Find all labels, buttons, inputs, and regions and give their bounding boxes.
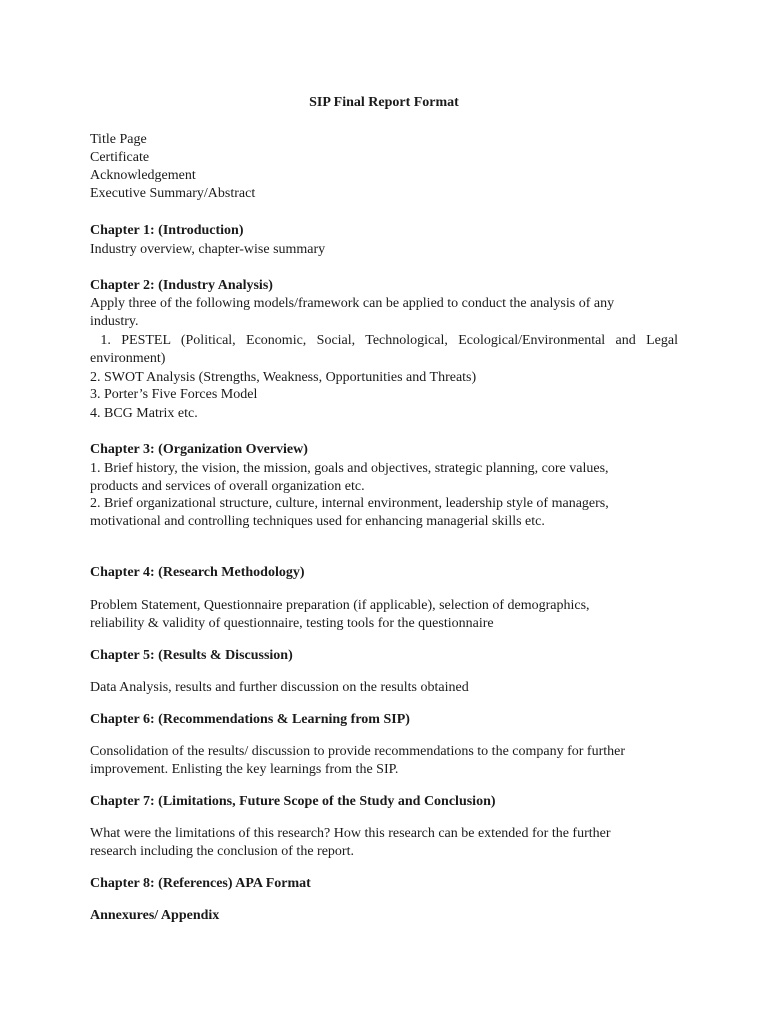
chapter7-heading: Chapter 7: (Limitations, Future Scope of the Study and Conclusion): [90, 794, 496, 809]
chapter3-item1-line1: 1. Brief history, the vision, the mission, goals and objectives, strategic planning, core values,: [90, 461, 609, 476]
chapter5-body: Data Analysis, results and further discussion on the results obtained: [90, 680, 469, 695]
chapter2-heading: Chapter 2: (Industry Analysis): [90, 278, 273, 293]
chapter8-heading: Chapter 8: (References) APA Format: [90, 876, 311, 891]
front-matter-certificate: Certificate: [90, 150, 150, 165]
chapter3-item2-line1: 2. Brief organizational structure, culture, internal environment, leadership style of managers,: [90, 496, 609, 511]
chapter2-item2: 2. SWOT Analysis (Strengths, Weakness, Opportunities and Threats): [90, 370, 477, 385]
chapter3-item2-line2: motivational and controlling techniques used for enhancing managerial skills etc.: [90, 514, 545, 529]
chapter6-body-line1: Consolidation of the results/ discussion to provide recommendations to the company for further: [90, 744, 626, 759]
chapter2-intro-line2: industry.: [90, 314, 139, 329]
chapter4-body-line1: Problem Statement, Questionnaire preparation (if applicable), selection of demographics,: [90, 598, 590, 613]
chapter4-heading: Chapter 4: (Research Methodology): [90, 565, 305, 580]
chapter2-item4: 4. BCG Matrix etc.: [90, 406, 198, 421]
front-matter-acknowledgement: Acknowledgement: [90, 168, 196, 183]
chapter6-body-line2: improvement. Enlisting the key learnings from the SIP.: [90, 762, 399, 777]
front-matter-executive-summary: Executive Summary/Abstract: [90, 186, 256, 201]
chapter7-body-line2: research including the conclusion of the report.: [90, 844, 354, 859]
chapter2-item3: 3. Porter’s Five Forces Model: [90, 387, 258, 402]
document-title: SIP Final Report Format: [309, 95, 459, 110]
chapter2-item1-line1: 1. PESTEL (Political, Economic, Social, Technological, Ecological/Environmental and Legal: [90, 333, 678, 348]
annexures-heading: Annexures/ Appendix: [90, 908, 220, 923]
front-matter-title-page: Title Page: [90, 132, 147, 147]
chapter1-body: Industry overview, chapter-wise summary: [90, 242, 326, 257]
chapter1-heading: Chapter 1: (Introduction): [90, 223, 244, 238]
chapter3-item1-line2: products and services of overall organization etc.: [90, 479, 365, 494]
chapter6-heading: Chapter 6: (Recommendations & Learning from SIP): [90, 712, 410, 727]
chapter7-body-line1: What were the limitations of this research? How this research can be extended for the further: [90, 826, 611, 841]
chapter3-heading: Chapter 3: (Organization Overview): [90, 442, 308, 457]
chapter4-body-line2: reliability & validity of questionnaire, testing tools for the questionnaire: [90, 616, 494, 631]
chapter2-item1-line2: environment): [90, 351, 166, 366]
chapter5-heading: Chapter 5: (Results & Discussion): [90, 648, 293, 663]
chapter2-intro-line1: Apply three of the following models/framework can be applied to conduct the analysis of any: [90, 296, 615, 311]
